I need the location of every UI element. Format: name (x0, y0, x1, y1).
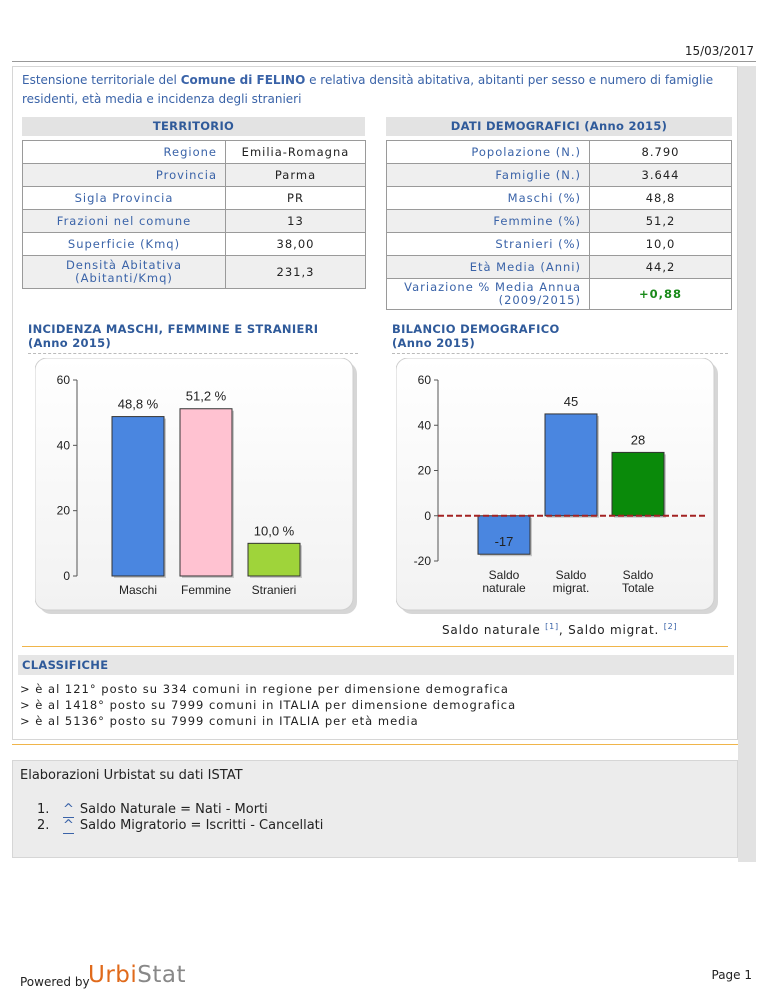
backlink-caret[interactable]: ^ (63, 802, 74, 817)
variazione-value: +0,88 (590, 279, 732, 310)
right-side-bar (738, 66, 756, 862)
bar (248, 543, 300, 576)
rank-item: > è al 1418° posto su 7999 comuni in ITALIA per dimensione demografica (20, 698, 517, 712)
table-row: Popolazione (N.) 8.790 (387, 141, 732, 164)
bar (612, 452, 664, 515)
y-tick-label: 0 (63, 569, 70, 583)
comune-name: Comune di FELINO (180, 73, 306, 87)
incidenza-title: INCIDENZA MASCHI, FEMMINE E STRANIERI (Anno 2015) (28, 322, 319, 350)
bar (112, 417, 164, 576)
footnote-ref-2[interactable]: [2] (663, 622, 678, 631)
territorio-header: TERRITORIO (22, 117, 365, 136)
category-label: migrat. (552, 581, 590, 595)
table-row: Superficie (Kmq) 38,00 (23, 233, 366, 256)
category-label: Saldo (555, 568, 587, 582)
orange-divider-2 (12, 744, 738, 745)
data-label: 28 (630, 432, 646, 448)
bar (180, 409, 232, 576)
source-text: Elaborazioni Urbistat su dati ISTAT (20, 768, 243, 783)
urbistat-logo[interactable]: UrbiStat (88, 962, 187, 988)
y-tick-label: 60 (56, 373, 70, 387)
footnote-ref-1[interactable]: [1] (545, 622, 559, 631)
rank-item: > è al 5136° posto su 7999 comuni in ITALIA per età media (20, 714, 419, 728)
page-number: Page 1 (711, 968, 752, 982)
data-label: 10,0 % (253, 523, 295, 539)
category-label: Saldo (488, 568, 520, 582)
report-date: 15/03/2017 (684, 44, 754, 58)
bar (545, 414, 597, 516)
backlink-caret[interactable]: ^ (63, 818, 74, 833)
table-row: Regione Emilia-Romagna (23, 141, 366, 164)
table-row: Variazione % Media Annua (2009/2015) +0,88 (387, 279, 732, 310)
table-row: Frazioni nel comune 13 (23, 210, 366, 233)
y-tick-label: 20 (417, 463, 431, 478)
bilancio-chart (396, 358, 721, 618)
table-row: Densità Abitativa (Abitanti/Kmq) 231,3 (23, 256, 366, 289)
category-label: naturale (482, 581, 526, 595)
table-row: Provincia Parma (23, 164, 366, 187)
territorio-table (22, 140, 366, 289)
data-label: 48,8 % (117, 396, 159, 412)
chart-note: Saldo naturale [1], Saldo migrat. [2] (442, 622, 678, 637)
table-row: Femmine (%) 51,2 (387, 210, 732, 233)
top-divider (12, 61, 756, 62)
bilancio-divider (392, 353, 728, 354)
y-tick-label: 20 (56, 503, 70, 518)
data-label: 51,2 % (185, 388, 227, 404)
powered-by: Powered by (20, 975, 90, 989)
y-tick-label: 0 (424, 508, 431, 523)
data-label: -17 (494, 533, 514, 549)
category-label: Saldo (622, 568, 654, 582)
footnote-1: 1. ^ Saldo Naturale = Nati - Morti (37, 802, 268, 817)
demografici-table (386, 140, 732, 310)
category-label: Maschi (118, 583, 158, 597)
orange-divider (22, 646, 728, 647)
y-tick-label: 60 (417, 373, 431, 387)
y-tick-label: 40 (56, 438, 70, 453)
rank-item: > è al 121° posto su 334 comuni in regione per dimensione demografica (20, 682, 509, 696)
table-row: Stranieri (%) 10,0 (387, 233, 732, 256)
demografici-header: DATI DEMOGRAFICI (Anno 2015) (386, 117, 732, 136)
table-row: Età Media (Anni) 44,2 (387, 256, 732, 279)
data-label: 45 (563, 393, 579, 409)
classifiche-header: CLASSIFICHE (18, 655, 734, 675)
category-label: Femmine (180, 583, 232, 597)
footnote-2: 2. ^ Saldo Migratorio = Iscritti - Cancellati (37, 818, 324, 833)
table-row: Famiglie (N.) 3.644 (387, 164, 732, 187)
y-tick-label: -20 (413, 554, 431, 568)
y-tick-label: 40 (417, 418, 431, 433)
bilancio-title: BILANCIO DEMOGRAFICO (Anno 2015) (392, 322, 560, 350)
incidenza-chart (35, 358, 360, 618)
table-row: Maschi (%) 48,8 (387, 187, 732, 210)
category-label: Totale (621, 581, 655, 595)
category-label: Stranieri (251, 583, 297, 597)
incidenza-divider (28, 353, 358, 354)
table-row: Sigla Provincia PR (23, 187, 366, 210)
intro-text: Estensione territoriale del Comune di FELINO e relativa densità abitativa, abitanti per sesso e numero di famiglie residenti, età media e incidenza degli stranieri (22, 73, 714, 106)
